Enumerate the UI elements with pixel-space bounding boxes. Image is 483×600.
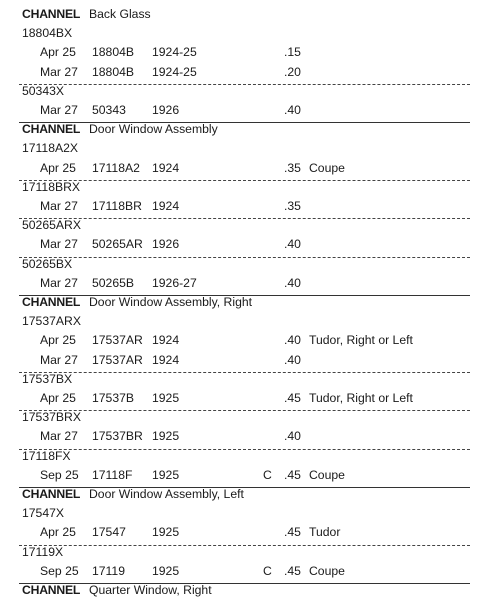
price-value: .20 bbox=[284, 64, 301, 79]
price-date: Mar 27 bbox=[40, 429, 78, 444]
price-date: Mar 27 bbox=[40, 237, 78, 252]
item-number: 17547 bbox=[92, 525, 126, 540]
part-number-row bbox=[0, 371, 483, 388]
heading-label: CHANNEL bbox=[22, 295, 81, 309]
heading-description: Quarter Window, Right bbox=[89, 583, 212, 597]
price-row bbox=[0, 563, 483, 580]
model-years: 1925 bbox=[152, 525, 180, 540]
part-number-row bbox=[0, 448, 483, 465]
model-years: 1924 bbox=[152, 352, 180, 367]
heading-label: CHANNEL bbox=[22, 487, 81, 501]
model-years: 1926 bbox=[152, 103, 180, 117]
price-row bbox=[0, 236, 483, 253]
part-number-row bbox=[0, 179, 483, 196]
price-note: Coupe bbox=[309, 563, 345, 578]
price-value: .45 bbox=[284, 525, 301, 540]
item-number: 50265B bbox=[92, 275, 135, 290]
part-number-row bbox=[0, 313, 483, 330]
price-row bbox=[0, 102, 483, 119]
item-number: 17118A2 bbox=[92, 160, 140, 175]
model-years: 1925 bbox=[152, 563, 180, 578]
code-letter: C bbox=[263, 467, 272, 482]
item-number: 17537B bbox=[92, 391, 135, 405]
part-number-row bbox=[0, 544, 483, 561]
section-heading bbox=[0, 486, 483, 503]
model-years: 1924-25 bbox=[152, 45, 197, 60]
price-note: Coupe bbox=[309, 160, 345, 175]
item-number: 18804B bbox=[92, 45, 135, 60]
price-date: Mar 27 bbox=[40, 352, 78, 367]
heading-description: Back Glass bbox=[89, 7, 151, 21]
item-number: 17537BR bbox=[92, 429, 143, 444]
part-number-row bbox=[0, 217, 483, 234]
item-number: 17537AR bbox=[92, 333, 143, 348]
model-years: 1924-25 bbox=[152, 64, 197, 79]
price-value: .45 bbox=[284, 563, 301, 578]
part-number: 50265ARX bbox=[22, 218, 81, 233]
price-row bbox=[0, 198, 483, 215]
code-letter: C bbox=[263, 563, 272, 578]
price-row bbox=[0, 44, 483, 61]
part-number: 17537ARX bbox=[22, 314, 81, 329]
model-years: 1925 bbox=[152, 391, 180, 405]
price-date: Apr 25 bbox=[40, 160, 76, 175]
price-date: Sep 25 bbox=[40, 467, 79, 482]
section-heading bbox=[0, 121, 483, 138]
price-date: Mar 27 bbox=[40, 199, 78, 213]
price-value: .35 bbox=[284, 160, 301, 175]
section-heading bbox=[0, 294, 483, 311]
price-value: .40 bbox=[284, 333, 301, 348]
price-row bbox=[0, 332, 483, 349]
price-row bbox=[0, 390, 483, 407]
price-note: Tudor bbox=[309, 525, 341, 540]
item-number: 17118F bbox=[92, 467, 133, 482]
price-row bbox=[0, 64, 483, 81]
part-number-row bbox=[0, 83, 483, 100]
item-number: 50265AR bbox=[92, 237, 143, 252]
price-value: .45 bbox=[284, 391, 301, 405]
section-heading bbox=[0, 6, 483, 23]
item-number: 50343 bbox=[92, 103, 126, 117]
price-date: Mar 27 bbox=[40, 275, 78, 290]
part-number: 50265BX bbox=[22, 256, 73, 271]
price-note: Tudor, Right or Left bbox=[309, 333, 413, 348]
part-number: 50343X bbox=[22, 83, 65, 98]
price-date: Apr 25 bbox=[40, 525, 76, 540]
price-value: .15 bbox=[284, 45, 301, 60]
price-value: .40 bbox=[284, 237, 301, 252]
model-years: 1926 bbox=[152, 237, 180, 252]
price-value: .40 bbox=[284, 103, 301, 117]
part-number-row bbox=[0, 505, 483, 522]
part-number: 17537BX bbox=[22, 371, 73, 386]
price-row bbox=[0, 524, 483, 541]
part-number-row bbox=[0, 140, 483, 157]
part-number-row bbox=[0, 25, 483, 42]
price-date: Sep 25 bbox=[40, 563, 79, 578]
heading-description: Door Window Assembly bbox=[89, 122, 218, 137]
price-row bbox=[0, 160, 483, 177]
heading-description: Door Window Assembly, Left bbox=[89, 487, 244, 501]
model-years: 1926-27 bbox=[152, 275, 197, 290]
part-number: 17118FX bbox=[22, 448, 71, 463]
price-value: .35 bbox=[284, 199, 301, 213]
part-number-row bbox=[0, 409, 483, 426]
price-note: Tudor, Right or Left bbox=[309, 391, 413, 405]
model-years: 1925 bbox=[152, 429, 180, 444]
model-years: 1924 bbox=[152, 333, 180, 348]
price-date: Apr 25 bbox=[40, 391, 76, 405]
part-number: 17547X bbox=[22, 506, 65, 521]
heading-label: CHANNEL bbox=[22, 583, 81, 597]
heading-label: CHANNEL bbox=[22, 122, 81, 137]
price-value: .45 bbox=[284, 467, 301, 482]
price-row bbox=[0, 467, 483, 484]
price-row bbox=[0, 352, 483, 369]
heading-description: Door Window Assembly, Right bbox=[89, 295, 253, 309]
item-number: 17537AR bbox=[92, 352, 143, 367]
part-number-row bbox=[0, 256, 483, 273]
price-note: Coupe bbox=[309, 467, 345, 482]
price-date: Mar 27 bbox=[40, 64, 78, 79]
item-number: 18804B bbox=[92, 64, 135, 79]
price-row bbox=[0, 428, 483, 445]
section-heading bbox=[0, 582, 483, 599]
price-value: .40 bbox=[284, 429, 301, 444]
price-value: .40 bbox=[284, 352, 301, 367]
model-years: 1924 bbox=[152, 199, 180, 213]
price-row bbox=[0, 275, 483, 292]
part-number: 17118A2X bbox=[22, 141, 79, 156]
part-number: 17537BRX bbox=[22, 410, 81, 425]
price-value: .40 bbox=[284, 275, 301, 290]
heading-label: CHANNEL bbox=[22, 7, 81, 21]
item-number: 17119 bbox=[92, 563, 125, 578]
part-number: 18804BX bbox=[22, 26, 73, 41]
model-years: 1925 bbox=[152, 467, 180, 482]
part-number: 17119X bbox=[22, 544, 64, 559]
item-number: 17118BR bbox=[92, 199, 142, 213]
price-date: Apr 25 bbox=[40, 333, 76, 348]
model-years: 1924 bbox=[152, 160, 180, 175]
price-date: Mar 27 bbox=[40, 103, 78, 117]
part-number: 17118BRX bbox=[22, 179, 81, 194]
price-date: Apr 25 bbox=[40, 45, 76, 60]
